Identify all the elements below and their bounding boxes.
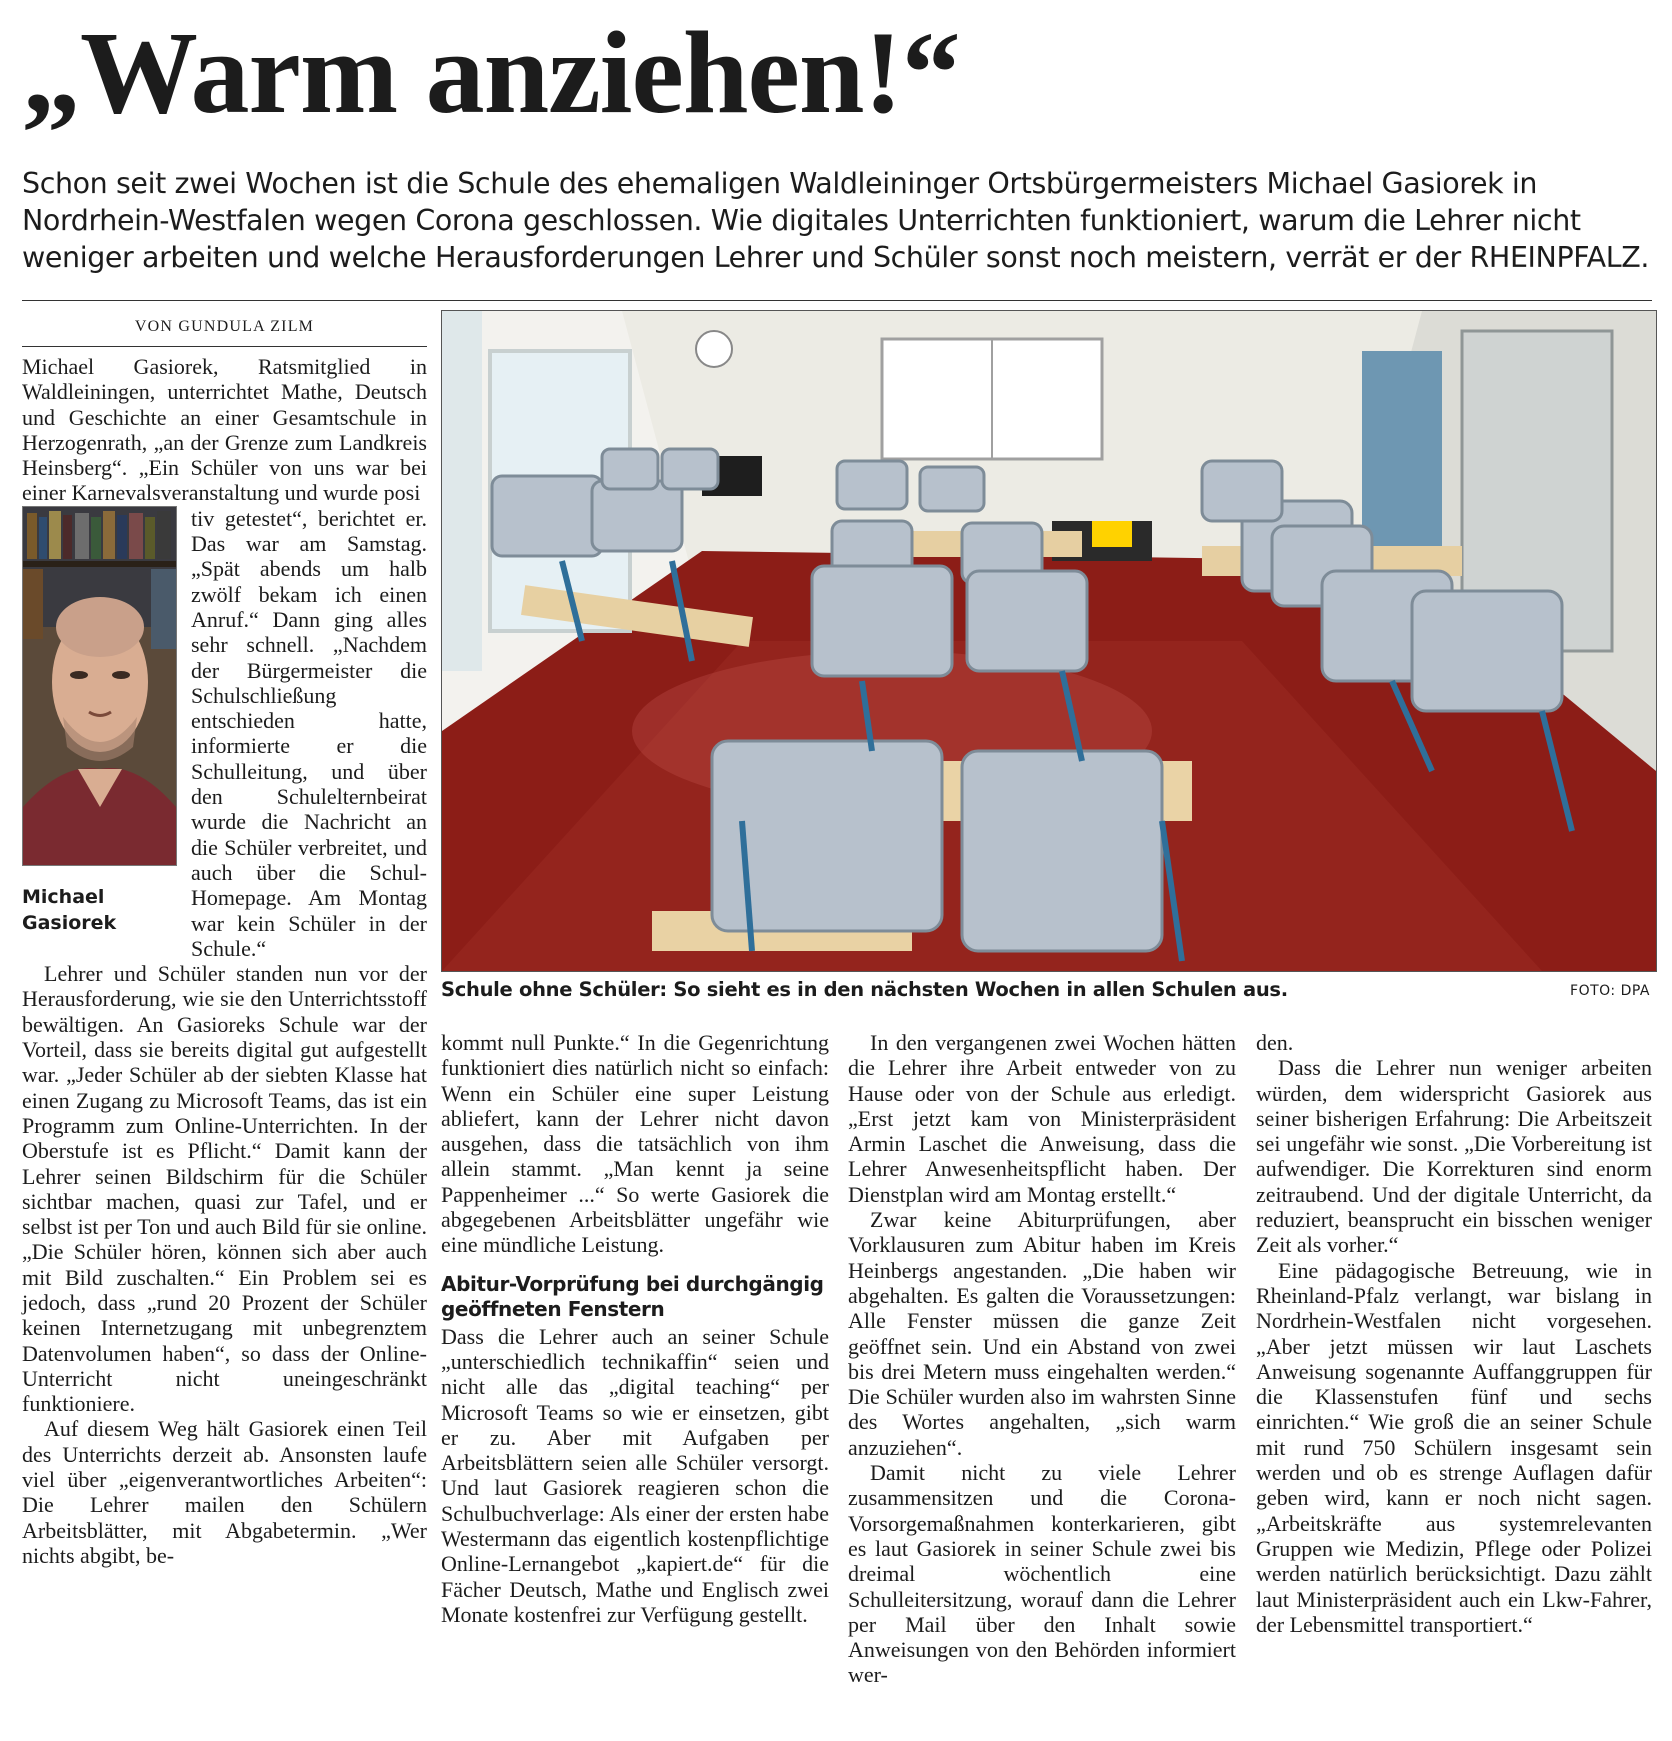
byline-divider [22, 346, 427, 347]
column-3-paragraph-3: Damit nicht zu viele Lehrer zusammensitzen und die Corona-Vorsorgemaßnahmen konterkarieren, gibt es laut Gasiorek in seiner Schule zwei bis dreimal wöchentlich eine Schulleitersitzung, worauf dann die Lehrer per Mail über den Inhalt sowie Anweisungen von den Behörden informiert wer- [848, 1460, 1236, 1688]
column-2-paragraph-1: kommt null Punkte.“ In die Gegenrichtung funktioniert dies natürlich nicht so einfach: Wenn ein Schüler eine super Leistung abliefert, kann der Lehrer nicht davon ausgehen, dass die tatsächlich von ihm allein stammt. „Man kennt ja seine Pappenheimer ...“ So werte Gasiorek die abgegebenen Arbeitsblätter ungefähr wie eine mündliche Leistung. [441, 1030, 829, 1258]
column-4-paragraph-2: Dass die Lehrer nun weniger arbeiten würden, dem widerspricht Gasiorek aus seiner bisherigen Erfahrung: Die Arbeitszeit sei ungefähr wie sonst. „Die Vorbereitung ist aufwendiger. Die Korrekturen sind enorm zeitraubend. Und der digitale Unterricht, da reduziert, beansprucht ein bisschen weniger Zeit als vorher.“ [1256, 1055, 1652, 1258]
header-divider [22, 300, 1652, 301]
column-2 [441, 1030, 829, 1627]
column-3-paragraph-1: In den vergangenen zwei Wochen hätten die Lehrer ihre Arbeit entweder von zu Hause oder von der Schule aus erledigt. „Erst jetzt kam von Ministerpräsident Armin Laschet die Anweisung, dass die Lehrer Anwesenheitspflicht haben. Der Dienstplan wird am Montag erstellt.“ [848, 1030, 1236, 1207]
column-1-paragraph-1 [22, 354, 427, 506]
photo-credit: FOTO: DPA [1570, 983, 1650, 999]
subheading: Abitur-Vorprüfung bei durchgängig geöffneten Fenstern [441, 1271, 824, 1321]
column-1-paragraph-1-lead: Michael Gasiorek, Ratsmitglied in Waldleiningen, unterrichtet Mathe, Deutsch und Geschichte an einer Gesamtschule in Herzogenrath, „an der Grenze zum Landkreis Heinsberg“. „Ein Schüler von uns war bei einer Karnevalsveranstaltung und wurde posi [22, 354, 427, 506]
teaser: Schon seit zwei Wochen ist die Schule des ehemaligen Waldleininger Ortsbürgermeisters Michael Gasiorek in Nordrhein-Westfalen wegen Corona geschlossen. Wie digitales Unterrichten funktioniert, warum die Lehrer nicht weniger arbeiten und welche Herausforderungen Lehrer und Schüler sonst noch meistern, verrät er der RHEINPFALZ. [22, 167, 1649, 274]
portrait-block [22, 506, 177, 936]
classroom-photo [441, 310, 1657, 972]
column-1-paragraph-2: Lehrer und Schüler standen nun vor der Herausforderung, wie sie den Unterrichtsstoff bewältigen. An Gasioreks Schule war der Vorteil, dass sie bereits digital gut aufgestellt war. „Jeder Schüler ab der siebten Klasse hat einen Zugang zu Microsoft Teams, das ist ein Programm zum Online-Unterrichten. In der Oberstufe ist es Pflicht.“ Damit kann der Lehrer seinen Bildschirm für die Schüler sichtbar machen, quasi zur Tafel, und er selbst ist per Ton und auch Bild für sie online. „Die Schüler hören, können sich aber auch mit Bild zuschalten.“ Ein Problem sei es jedoch, dass „rund 20 Prozent der Schüler keinen Internetzugang mit unbegrenztem Datenvolumen haben“, so dass der Online-Unterricht nicht uneingeschränkt funktioniere. [22, 961, 428, 1417]
column-3-paragraph-2: Zwar keine Abiturprüfungen, aber Vorklausuren zum Abitur haben im Kreis Heinbergs angestanden. „Die haben wir abgehalten. Es galten die Voraussetzungen: Alle Fenster müssen die ganze Zeit geöffnet sein. Und ein Abstand von zwei bis drei Metern muss eingehalten werden.“ Die Schüler wurden also im wahrsten Sinne des Wortes angehalten, „sich warm anzuziehen“. [848, 1207, 1236, 1460]
byline: VON GUNDULA ZILM [134, 318, 315, 335]
headline: „Warm anziehen!“ [22, 7, 960, 138]
column-1 [22, 354, 427, 1568]
classroom-photo-image [442, 311, 1656, 971]
column-2-paragraph-2: Dass die Lehrer auch an seiner Schule „unterschiedlich technikaffin“ seien und nicht alle das „digital teaching“ per Microsoft Teams so wie er einsetzen, gibt er zu. Aber mit Aufgaben per Arbeitsblättern seien alle Schüler versorgt. Und laut Gasiorek reagieren schon die Schulbuchverlage: Als einer der ersten habe Westermann das eigentlich kostenpflichtige Online-Lernangebot „kapiert.de“ für die Fächer Deutsch, Mathe und Englisch zwei Monate kostenfrei zur Verfügung gestellt. [441, 1323, 829, 1627]
portrait-caption: Michael Gasiorek [22, 885, 117, 934]
photo-caption: Schule ohne Schüler: So sieht es in den nächsten Wochen in allen Schulen aus. [441, 978, 1288, 1001]
column-4 [1256, 1030, 1652, 1637]
column-4-paragraph-3: Eine pädagogische Betreuung, wie in Rheinland-Pfalz verlangt, war bislang in Nordrhein-Westfalen nicht vorgesehen. „Aber jetzt müssen wir laut Laschets Anweisung sogenannte Auffanggruppen für die Klassenstufen fünf und sechs einrichten.“ Wie groß die an seiner Schule mit rund 750 Schülern insgesamt sein werden und ob es strenge Auflagen dafür geben wird, kann er noch nicht sagen. „Arbeitskräfte aus systemrelevanten Gruppen wie Medizin, Pflege oder Polizei werden natürlich berücksichtigt. Dazu zählt laut Ministerpräsident auch ein Lkw-Fahrer, der Lebensmittel transportiert.“ [1256, 1257, 1652, 1637]
column-3 [848, 1030, 1236, 1688]
column-1-paragraph-1-rest: tiv getestet“, berichtet er. Das war am Samstag. „Spät abends um halb zwölf bekam ich einen Anruf.“ Dann ging alles sehr schnell. „Nachdem der Bürgermeister die Schulschließung entschieden hatte, informierte er die Schulleitung, und über den Schulelternbeirat wurde die Nachricht an die Schüler verbreitet, und auch über die Schul-Homepage. Am Montag war kein Schüler in der Schule.“ [191, 505, 427, 961]
portrait-photo [22, 506, 177, 866]
column-1-paragraph-3: Auf diesem Weg hält Gasiorek einen Teil des Unterrichts derzeit ab. Ansonsten laufe viel über „eigenverantwortliches Arbeiten“: Die Lehrer mailen den Schülern Arbeitsblätter, mit Abgabetermin. „Wer nichts abgibt, be- [22, 1416, 427, 1568]
column-4-paragraph-1: den. [1256, 1030, 1294, 1055]
